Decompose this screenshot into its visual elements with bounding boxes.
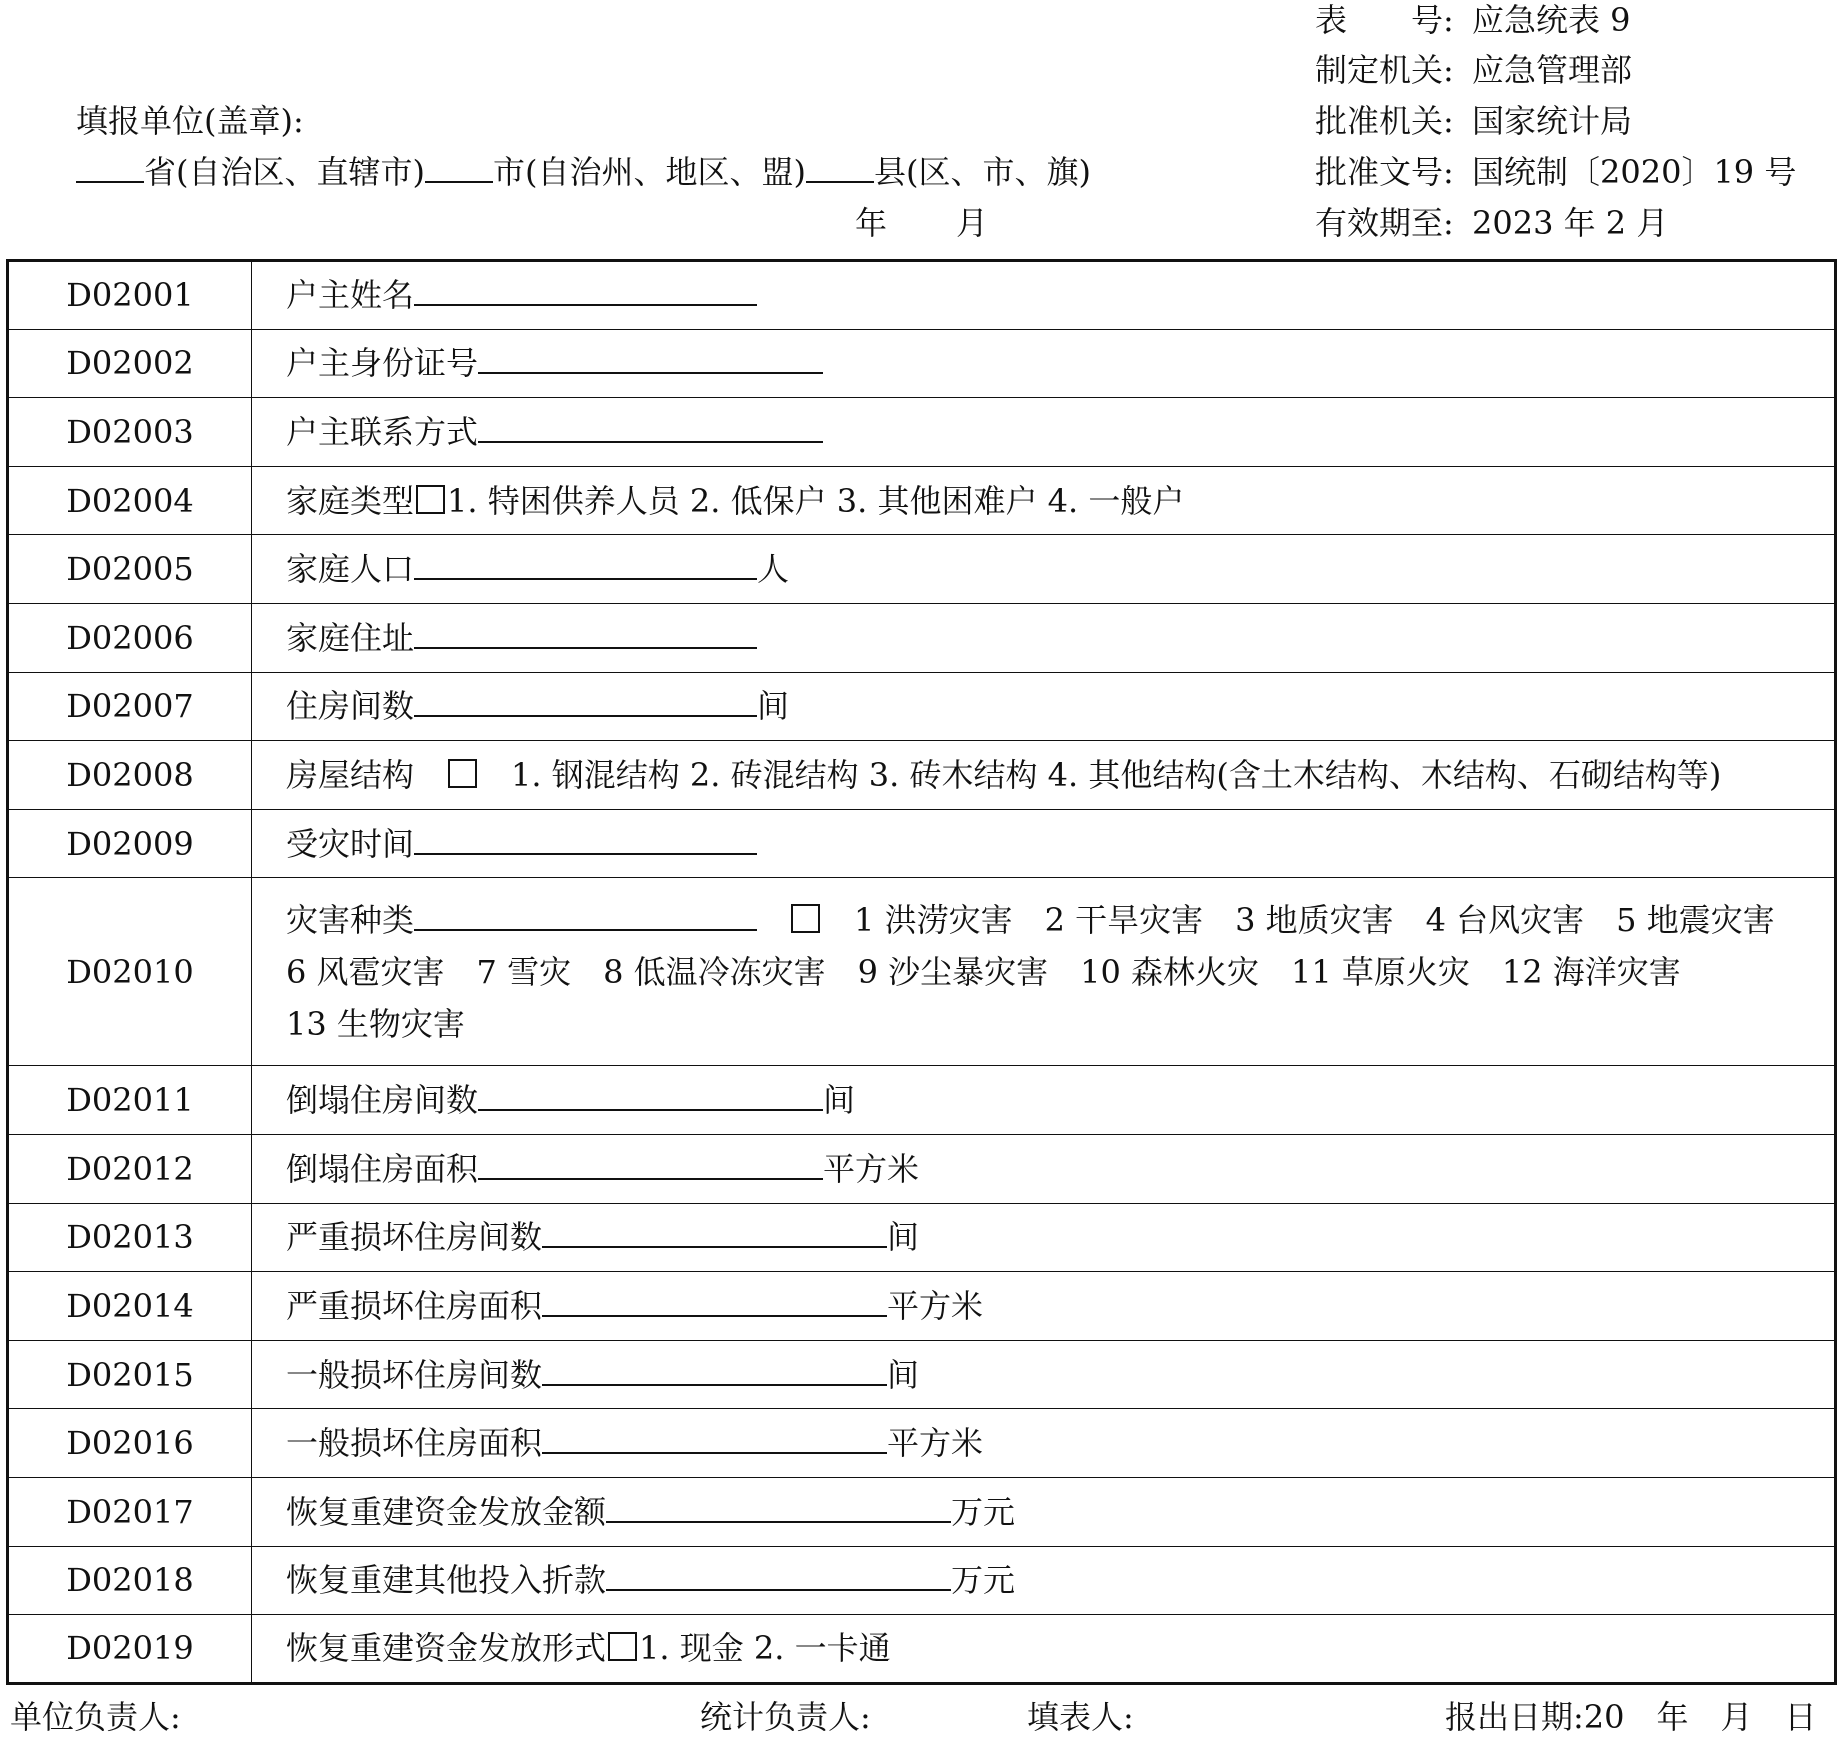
table-row [8,878,1836,1066]
field-label: 户主联系方式 [286,412,479,451]
table-row [8,398,1836,467]
table-row [8,741,1836,810]
meta-valid-value: 2023 年 2 月 [1472,204,1669,242]
row-content [252,603,1836,672]
field-blank[interactable] [478,1079,823,1111]
field-label: 户主身份证号 [286,344,479,383]
row-line [286,749,1834,801]
table-row [8,261,1836,330]
table-row [8,535,1836,604]
row-code: D02001 [8,261,252,330]
row-line [286,612,1834,664]
row-code: D02019 [8,1615,252,1684]
row-code: D02011 [8,1066,252,1135]
field-label: 家庭类型 [286,481,415,520]
field-options-line: 6 风雹灾害 7 雪灾 8 低温冷冻灾害 9 沙尘暴灾害 10 森林火灾 11 草原火灾 12 海洋灾害 [286,952,1681,991]
row-code: D02002 [8,329,252,398]
province-blank[interactable] [76,153,144,183]
table-row [8,1066,1836,1135]
field-unit: 间 [887,1355,920,1394]
field-blank[interactable] [478,342,823,374]
row-content [252,1409,1836,1478]
table-row [8,1409,1836,1478]
field-unit: 平方米 [887,1286,984,1325]
field-label: 恢复重建资金发放金额 [286,1492,607,1531]
table-row [8,466,1836,535]
row-code: D02005 [8,535,252,604]
row-line [286,337,1834,389]
row-code: D02010 [8,878,252,1066]
year-label: 年 [855,204,888,242]
meta-doc-no [1315,152,1796,192]
row-line [286,543,1834,595]
row-line [286,818,1834,870]
row-line [286,1554,1834,1606]
footer-unit-head: 单位负责人: [10,1698,181,1736]
field-label: 恢复重建其他投入折款 [286,1561,607,1600]
field-blank[interactable] [414,548,757,580]
meta-org-value: 应急管理部 [1472,51,1633,89]
county-blank[interactable] [806,153,874,183]
field-blank[interactable] [542,1422,887,1454]
field-options: 1. 特困供养人员 2. 低保户 3. 其他困难户 4. 一般户 [447,481,1185,520]
row-code: D02007 [8,672,252,741]
field-blank[interactable] [606,1491,951,1523]
row-content [252,672,1836,741]
table-row [8,1134,1836,1203]
field-unit: 平方米 [823,1149,920,1188]
row-content [252,1615,1836,1684]
row-code: D02013 [8,1203,252,1272]
field-unit: 万元 [951,1561,1016,1600]
row-content [252,535,1836,604]
field-label: 一般损坏住房面积 [286,1424,543,1463]
row-line [286,1074,1834,1126]
field-blank[interactable] [542,1354,887,1386]
row-line [286,406,1834,458]
row-content [252,329,1836,398]
row-code: D02016 [8,1409,252,1478]
row-code: D02015 [8,1340,252,1409]
field-unit: 平方米 [887,1424,984,1463]
row-line [286,475,1834,527]
row-line [286,1622,1834,1674]
row-code: D02012 [8,1134,252,1203]
row-code: D02014 [8,1272,252,1341]
field-options-line: 13 生物灾害 [286,1004,465,1043]
field-blank[interactable] [542,1285,887,1317]
field-options: 1 洪涝灾害 2 干旱灾害 3 地质灾害 4 台风灾害 5 地震灾害 [854,900,1775,939]
row-code: D02003 [8,398,252,467]
field-label: 房屋结构 [286,755,415,794]
field-label: 家庭人口 [286,550,415,589]
table-row [8,1546,1836,1615]
row-code: D02018 [8,1546,252,1615]
checkbox[interactable] [608,1632,637,1661]
row-content [252,878,1836,1066]
row-content [252,1203,1836,1272]
field-label: 倒塌住房面积 [286,1149,479,1188]
meta-valid-label: 有效期至: [1315,204,1454,242]
meta-form-no [1315,0,1631,40]
field-label: 恢复重建资金发放形式 [286,1629,607,1668]
form-table [6,259,1837,1685]
meta-approver-label: 批准机关: [1315,102,1454,140]
row-content [252,741,1836,810]
meta-doc-no-value: 国统制〔2020〕19 号 [1472,153,1797,191]
field-label: 户主姓名 [286,276,415,315]
field-blank[interactable] [606,1559,951,1591]
row-content [252,809,1836,878]
field-blank[interactable] [414,685,757,717]
field-blank[interactable] [542,1216,887,1248]
table-row [8,672,1836,741]
field-blank[interactable] [414,617,757,649]
meta-approver [1315,101,1632,141]
field-unit: 人 [757,550,790,589]
row-content [252,466,1836,535]
row-line [286,894,1834,946]
meta-form-no-value: 应急统表 9 [1472,1,1631,39]
meta-valid [1315,203,1668,243]
field-label: 严重损坏住房面积 [286,1286,543,1325]
field-label: 灾害种类 [286,900,415,939]
field-unit: 间 [757,687,790,726]
row-line [286,1280,1834,1332]
checkbox[interactable] [791,904,820,933]
region-line [76,152,1091,192]
row-content [252,1340,1836,1409]
row-code: D02008 [8,741,252,810]
row-code: D02009 [8,809,252,878]
field-unit: 万元 [951,1492,1016,1531]
row-content [252,1066,1836,1135]
row-line [286,1211,1834,1263]
row-line [286,269,1834,321]
field-options: 1. 钢混结构 2. 砖混结构 3. 砖木结构 4. 其他结构(含土木结构、木结构、石砌结构等) [511,755,1722,794]
row-content [252,261,1836,330]
row-code: D02017 [8,1477,252,1546]
footer-stat-head: 统计负责人: [700,1698,871,1736]
province-label: 省(自治区、直辖市) [144,153,425,191]
field-blank[interactable] [478,1148,823,1180]
field-unit: 间 [887,1218,920,1257]
row-line [286,1143,1834,1195]
field-label: 家庭住址 [286,618,415,657]
month-label: 月 [956,204,989,242]
row-line [286,1417,1834,1469]
meta-form-no-label: 表 号: [1315,1,1454,39]
row-line [286,1349,1834,1401]
footer-filler: 填表人: [1027,1698,1134,1736]
row-content [252,1134,1836,1203]
row-line [286,1486,1834,1538]
field-label: 倒塌住房间数 [286,1081,479,1120]
field-label: 严重损坏住房间数 [286,1218,543,1257]
table-row [8,603,1836,672]
field-label: 住房间数 [286,687,415,726]
checkbox[interactable] [416,485,445,514]
table-row [8,809,1836,878]
row-line [286,680,1834,732]
field-options: 1. 现金 2. 一卡通 [639,1629,891,1668]
table-row [8,1340,1836,1409]
county-label: 县(区、市、旗) [873,153,1091,191]
table-row [8,1203,1836,1272]
field-blank[interactable] [414,899,757,931]
field-blank[interactable] [478,411,823,443]
field-label: 一般损坏住房间数 [286,1355,543,1394]
table-row [8,329,1836,398]
table-row [8,1272,1836,1341]
meta-doc-no-label: 批准文号: [1315,153,1454,191]
row-content [252,398,1836,467]
checkbox[interactable] [448,759,477,788]
footer-report-date: 报出日期:20 年 月 日 [1445,1698,1817,1736]
row-code: D02006 [8,603,252,672]
field-label: 受灾时间 [286,824,415,863]
table-row [8,1477,1836,1546]
field-unit: 间 [823,1081,856,1120]
form-body [8,261,1836,1684]
meta-org [1315,50,1632,90]
table-row [8,1615,1836,1684]
row-content [252,1477,1836,1546]
row-content [252,1546,1836,1615]
meta-approver-value: 国家统计局 [1472,102,1633,140]
field-blank[interactable] [414,823,757,855]
meta-org-label: 制定机关: [1315,51,1454,89]
field-blank[interactable] [414,274,757,306]
row-code: D02004 [8,466,252,535]
city-blank[interactable] [425,153,493,183]
row-content [252,1272,1836,1341]
unit-label: 填报单位(盖章): [76,102,304,140]
city-label: 市(自治州、地区、盟) [492,153,806,191]
